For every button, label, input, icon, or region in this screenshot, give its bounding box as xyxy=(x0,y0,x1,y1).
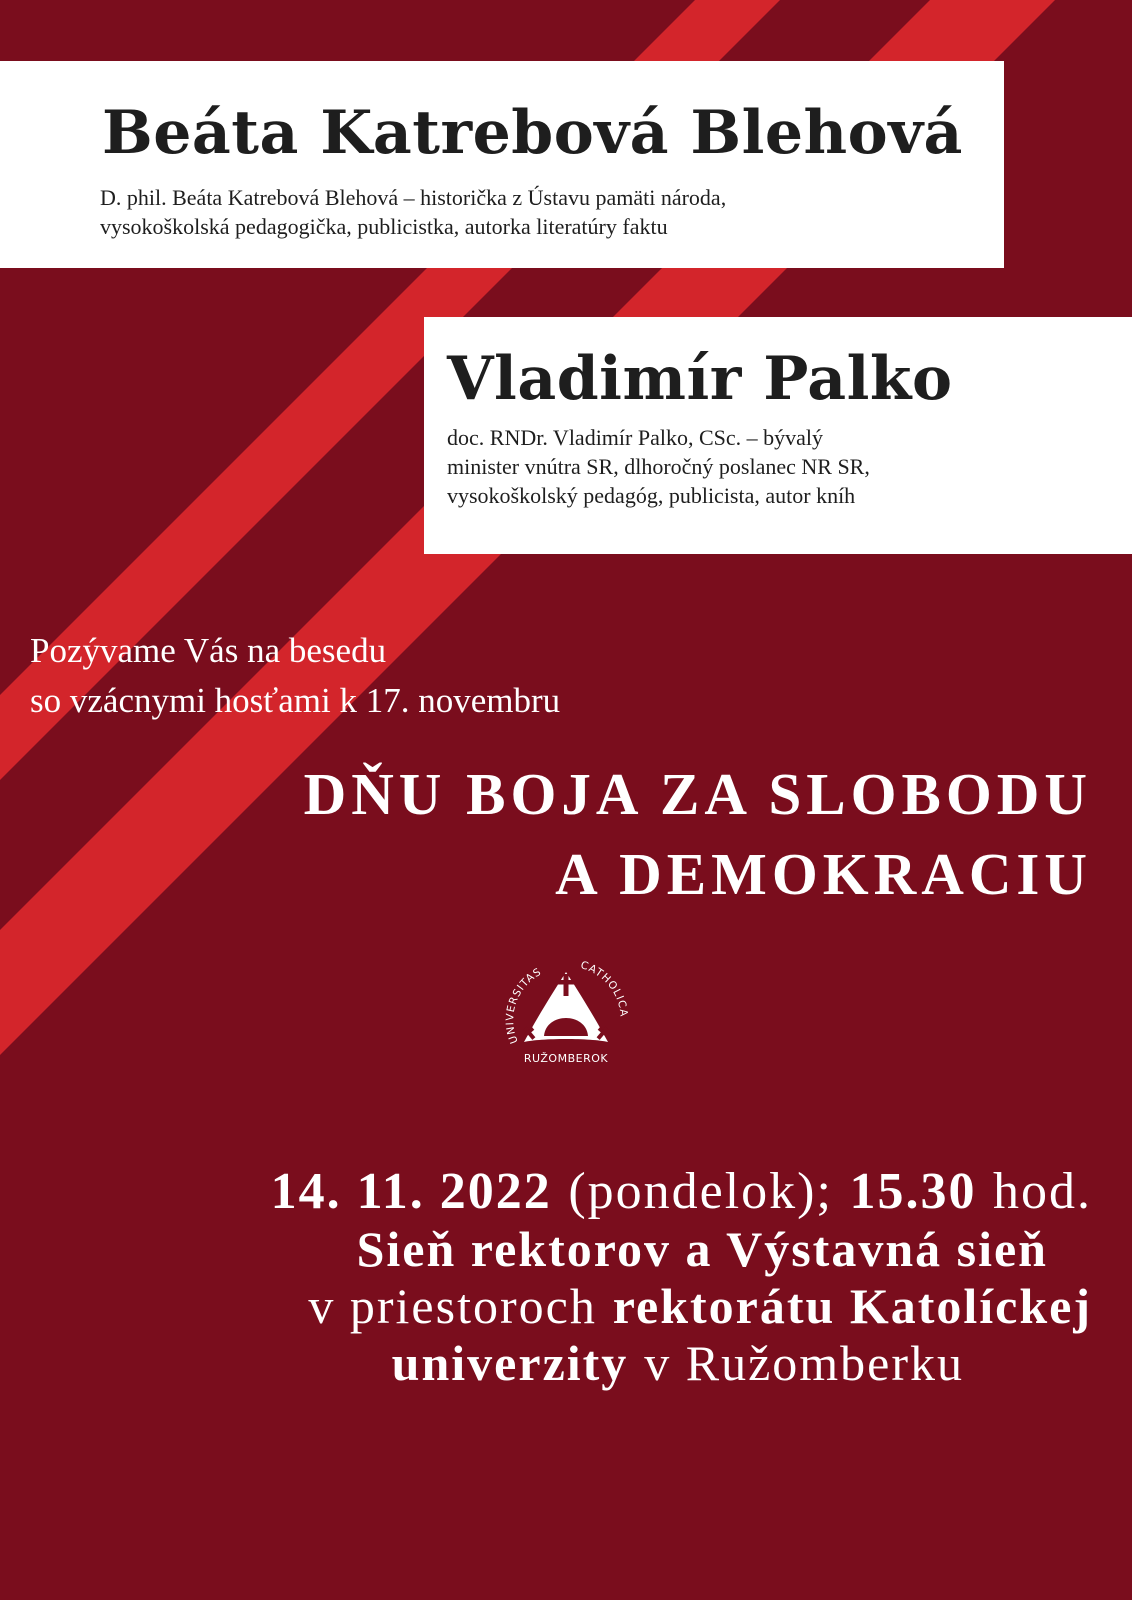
invitation-line: Pozývame Vás na besedu xyxy=(30,631,387,670)
seal-text-universitas: UNIVERSITAS xyxy=(504,965,544,1046)
speaker-2-description xyxy=(447,423,1132,510)
invitation-text xyxy=(30,626,560,726)
speaker-card-1 xyxy=(0,61,1004,268)
event-place-bold-2: univerzity xyxy=(391,1335,629,1391)
headline-line: DŇU BOJA ZA SLOBODU xyxy=(303,761,1092,827)
event-venue: Sieň rektorov a Výstavná sieň xyxy=(356,1221,1048,1277)
speaker-1-description xyxy=(100,183,1004,241)
seal-text-ruzomberok: RUŽOMBEROK xyxy=(523,1052,609,1065)
seal-cross-horizontal xyxy=(557,980,575,985)
event-date: 14. 11. 2022 xyxy=(270,1163,552,1220)
speaker-1-desc-line: vysokoškolská pedagogička, publicistka, autorka literatúry faktu xyxy=(100,214,668,239)
event-time: 15.30 xyxy=(849,1163,977,1220)
event-day: (pondelok); xyxy=(568,1163,833,1220)
invitation-line: so vzácnymi hosťami k 17. novembru xyxy=(30,681,561,720)
event-details xyxy=(0,1162,1092,1392)
event-place xyxy=(0,1278,1092,1335)
speaker-1-name: Beáta Katrebová Blehová xyxy=(102,98,963,168)
event-place-prefix: v priestoroch xyxy=(308,1278,597,1334)
event-time-unit: hod. xyxy=(993,1163,1092,1220)
event-place-bold: rektorátu Katolíckej xyxy=(612,1278,1092,1334)
speaker-2-desc-line: vysokoškolský pedagóg, publicista, autor kníh xyxy=(447,483,856,508)
headline-line: A DEMOKRACIU xyxy=(555,841,1092,907)
event-place-line-2 xyxy=(0,1335,1092,1392)
event-place-suffix: v Ružomberku xyxy=(644,1335,964,1391)
speaker-card-2 xyxy=(424,317,1132,554)
event-headline xyxy=(304,754,1092,914)
speaker-2-desc-line: doc. RNDr. Vladimír Palko, CSc. – bývalý xyxy=(447,425,824,450)
seal-cross-vertical xyxy=(564,974,569,996)
speaker-2-name: Vladimír Palko xyxy=(447,344,953,414)
speaker-2-desc-line: minister vnútra SR, dlhoročný poslanec NR SR, xyxy=(447,454,870,479)
university-seal-icon xyxy=(496,950,636,1090)
seal-text-catholica: CATHOLICA xyxy=(579,959,630,1018)
event-date-time xyxy=(0,1162,1092,1221)
speaker-1-desc-line: D. phil. Beáta Katrebová Blehová – historička z Ústavu pamäti národa, xyxy=(100,185,727,210)
